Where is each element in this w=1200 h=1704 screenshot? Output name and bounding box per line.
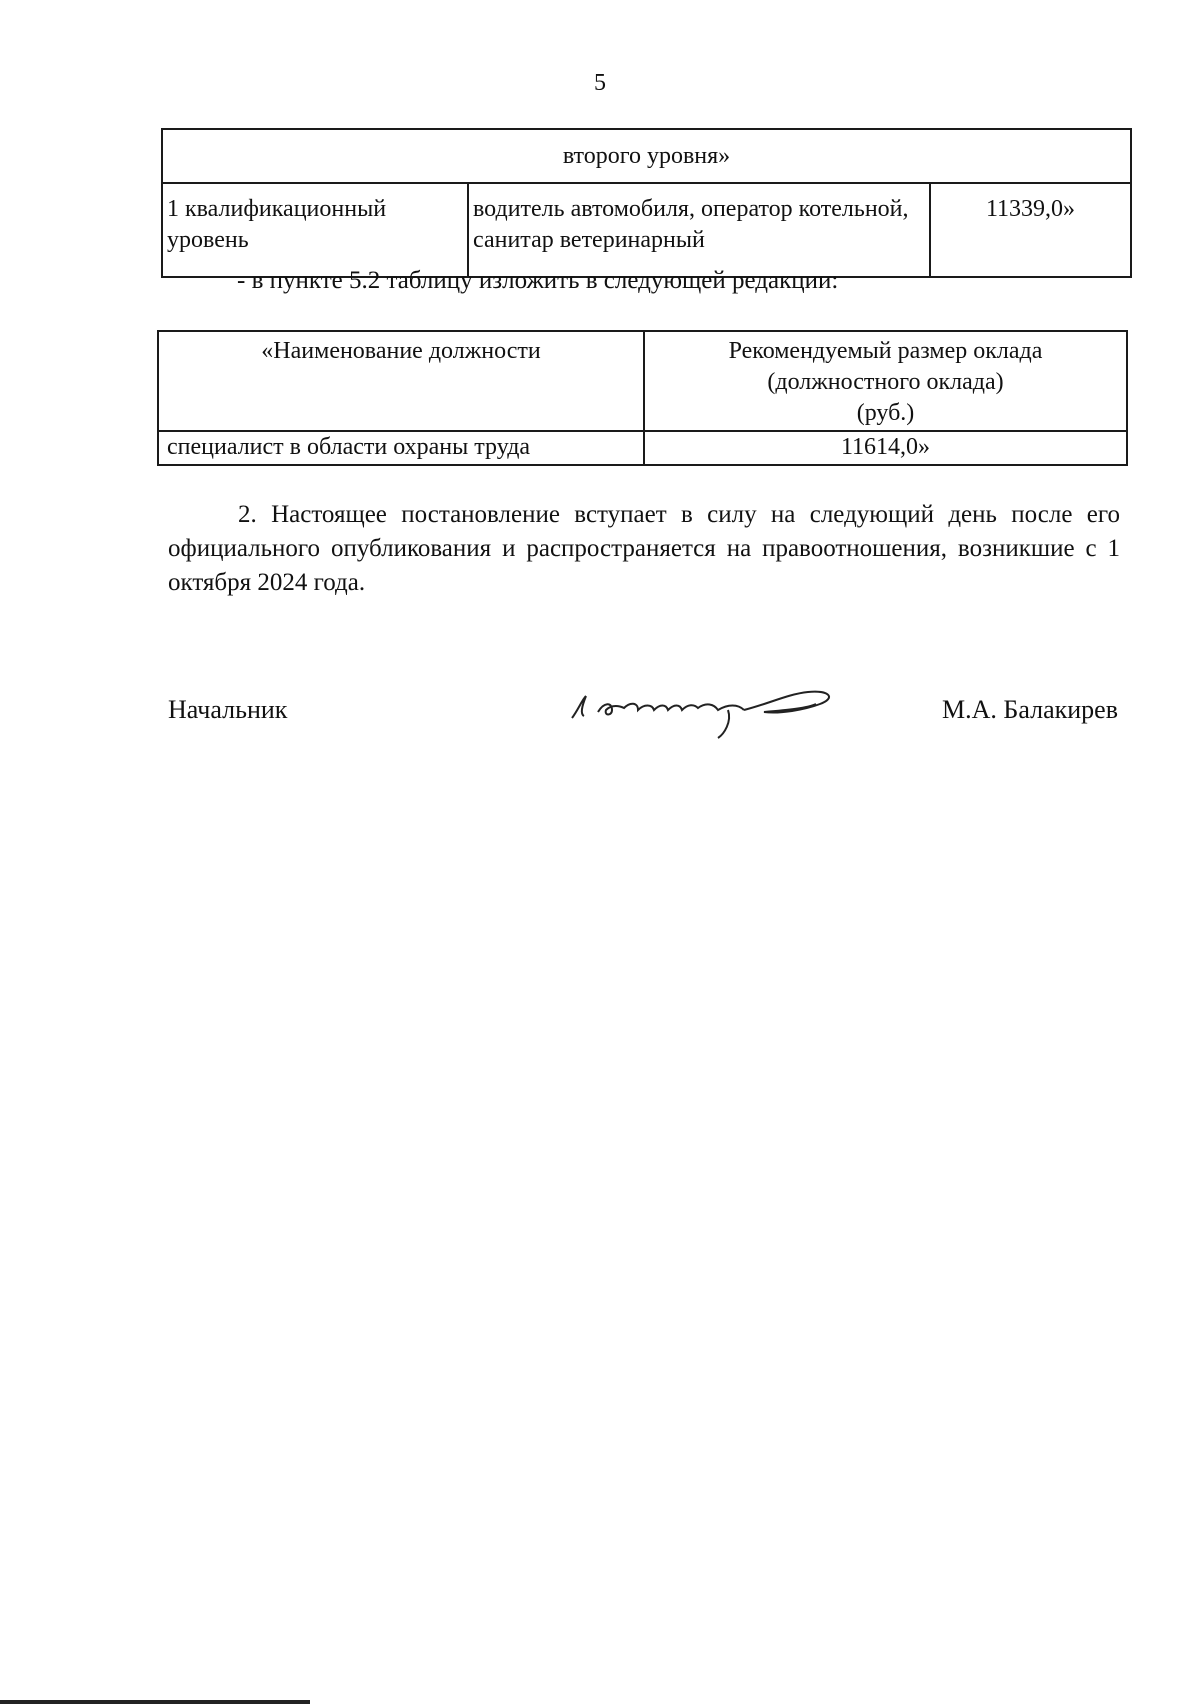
amount-cell: 11339,0» [930, 183, 1131, 277]
signer-title: Начальник [168, 695, 288, 724]
position-header: «Наименование должности [158, 331, 644, 431]
effective-date-paragraph: 2. Настоящее постановление вступает в силу на следующий день после его официального опубликования и распространяется на правоотношения, возникшие с 1 октября 2024 года. [168, 501, 1120, 596]
page-number: 5 [594, 70, 606, 96]
position-cell: специалист в области охраны труда [158, 431, 644, 465]
salary-header-line-1: Рекомендуемый размер оклада [728, 338, 1043, 364]
salary-table-continuation [161, 128, 1132, 278]
amount-cell: 11614,0» [644, 431, 1127, 465]
amendment-instruction: - в пункте 5.2 таблицу изложить в следующей редакции: [237, 267, 839, 294]
salary-header-line-3: (руб.) [856, 400, 915, 426]
table1-header: второго уровня» [162, 129, 1131, 183]
qualification-level-cell: 1 квалификационный уровень [162, 183, 468, 277]
positions-cell: водитель автомобиля, оператор котельной, санитар ветеринарный [468, 183, 930, 277]
handwritten-signature [568, 680, 838, 740]
table-row [158, 431, 1127, 465]
table-row [162, 183, 1131, 277]
salary-header [644, 331, 1127, 431]
signer-name: М.А. Балакирев [942, 695, 1118, 724]
salary-table-5-2 [157, 330, 1128, 466]
scan-edge-mark [0, 1700, 310, 1704]
salary-header-line-2: (должностного оклада) [767, 369, 1004, 395]
